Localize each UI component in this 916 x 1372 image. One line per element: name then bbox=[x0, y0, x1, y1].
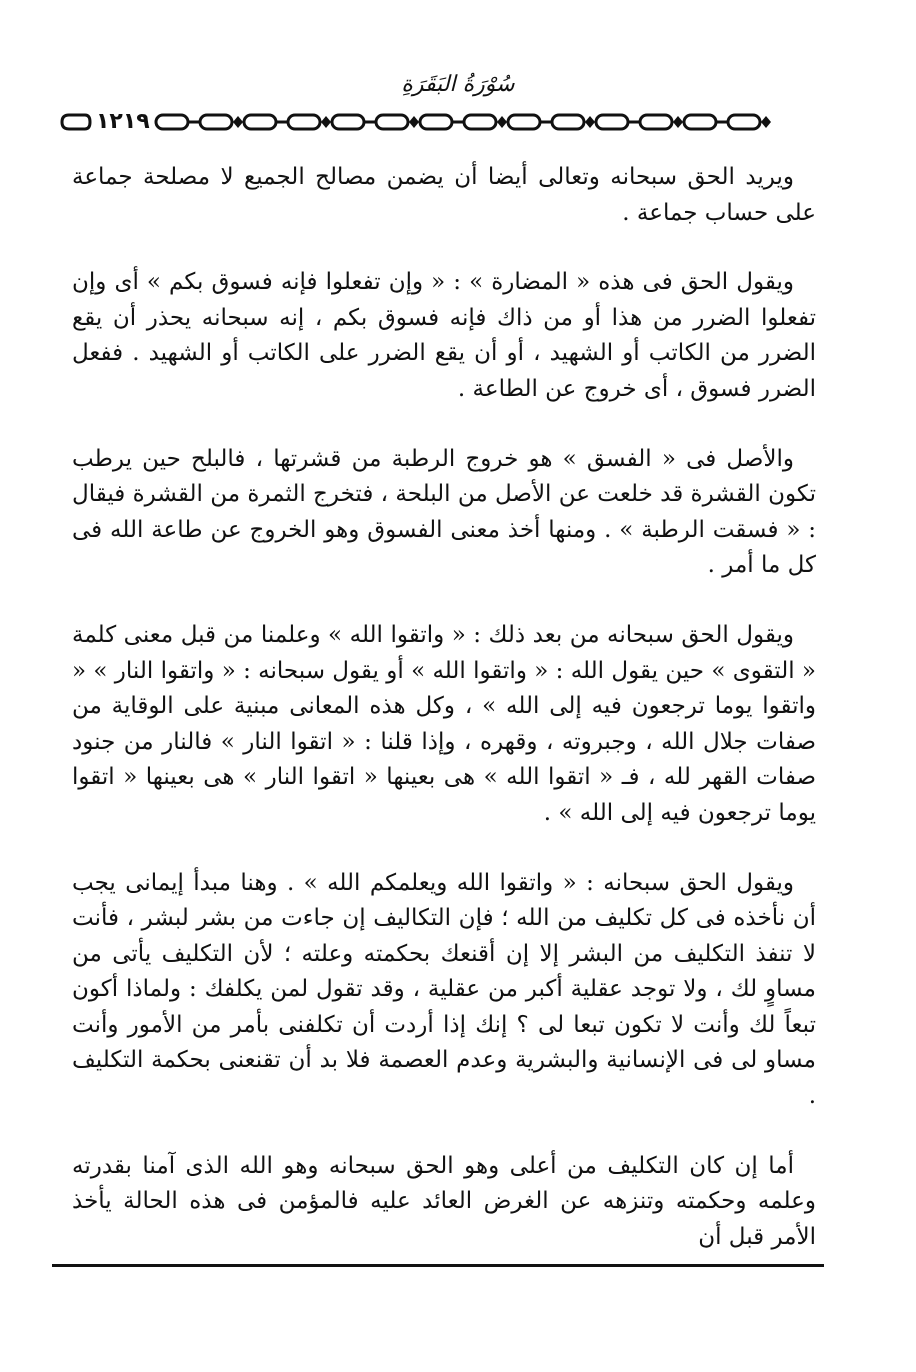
ornament-diamond bbox=[585, 116, 595, 128]
ornament-oval bbox=[684, 115, 716, 129]
bottom-rule bbox=[52, 1264, 824, 1267]
ornament-diamond bbox=[233, 116, 243, 128]
ornament-oval bbox=[156, 115, 188, 129]
page-number: ١٢١٩ bbox=[96, 109, 150, 134]
ornament-oval bbox=[376, 115, 408, 129]
paragraph-3: والأصل فى « الفسق » هو خروج الرطبة من قشرتها ، فالبلح حين يرطب تكون القشرة قد خلعت عن الأصل من البلحة ، فتخرج الثمرة من القشرة فيقال : « فسقت الرطبة » . ومنها أخذ معنى الفسوق وهو الخروج عن طاعة الله فى كل ما أمر . bbox=[72, 445, 816, 579]
ornament-oval bbox=[728, 115, 760, 129]
ornament-diamond bbox=[673, 116, 683, 128]
paragraph-5: ويقول الحق سبحانه : « واتقوا الله ويعلمكم الله » . وهنا مبدأ إيمانى يجب أن نأخذه فى كل تكليف من الله ؛ فإن التكاليف إن جاءت من بشر لبشر ، فأنت لا تنفذ التكليف من البشر إلا إن أقنعك بحكمته وعلته ؛ لأن التكليف يأتى من مساوٍ لك ، ولا توجد عقلية أكبر من عقلية ، وقد تقول لمن يكلفك : ولماذا أكون تبعاً لك وأنت لا تكون تبعا لى ؟ إنك إذا أردت أن تكلفنى بأمر من الأمور وأنت مساو لى فى الإنسانية والبشرية وعدم العصمة فلا بد أن تقنعنى بحكمة التكليف . bbox=[72, 869, 816, 1110]
header-ornament-row bbox=[58, 110, 848, 134]
ornament-diamond bbox=[409, 116, 419, 128]
ornament-diamond bbox=[761, 116, 771, 128]
ornament-oval bbox=[640, 115, 672, 129]
paragraph-4: ويقول الحق سبحانه من بعد ذلك : « واتقوا الله » وعلمنا من قبل معنى كلمة « التقوى » حين يقول الله : « واتقوا الله » أو يقول سبحانه : « واتقوا النار » « واتقوا يوما ترجعون فيه إلى الله » ، وكل هذه المعانى مبنية على الوقاية من صفات جلال الله ، وجبروته ، وقهره ، وإذا قلنا : « اتقوا النار » فالنار من جنود صفات القهر لله ، فـ « اتقوا الله » هى بعينها « اتقوا النار » هى بعينها « اتقوا يوما ترجعون فيه إلى الله » . bbox=[72, 621, 816, 826]
ornament-oval bbox=[552, 115, 584, 129]
ornament-oval bbox=[200, 115, 232, 129]
ornament-diamond bbox=[497, 116, 507, 128]
ornament-end-cap bbox=[58, 110, 92, 134]
paragraph-2: ويقول الحق فى هذه « المضارة » : « وإن تفعلوا فإنه فسوق بكم » أى وإن تفعلوا الضرر من هذا أو من ذاك فإنه فسوق بكم ، إنه سبحانه يحذر أن يقع الضرر من الكاتب أو الشهيد ، أو أن يقع الضرر على الكاتب أو الشهيد . ففعل الضرر فسوق ، أى خروج عن الطاعة . bbox=[72, 269, 816, 402]
ornament-oval bbox=[508, 115, 540, 129]
paragraph-1: ويريد الحق سبحانه وتعالى أيضا أن يضمن مصالح الجميع لا مصلحة جماعة على حساب جماعة . bbox=[72, 164, 816, 226]
ornament-diamond bbox=[321, 116, 331, 128]
ornament-oval bbox=[596, 115, 628, 129]
surah-title: سُوْرَةُ البَقَرَةِ bbox=[401, 72, 515, 97]
ornament-oval bbox=[332, 115, 364, 129]
ornament-chain bbox=[154, 110, 794, 134]
paragraph-6: أما إن كان التكليف من أعلى وهو الحق سبحانه وهو الله الذى آمنا بقدرته وعلمه وحكمته وتنزهه عن الغرض العائد عليه فالمؤمن فى هذه الحالة يأخذ الأمر قبل أن bbox=[72, 1152, 816, 1250]
ornament-oval bbox=[244, 115, 276, 129]
body-text bbox=[72, 160, 816, 1289]
ornament-oval bbox=[420, 115, 452, 129]
ornament-oval bbox=[464, 115, 496, 129]
ornament-oval bbox=[288, 115, 320, 129]
